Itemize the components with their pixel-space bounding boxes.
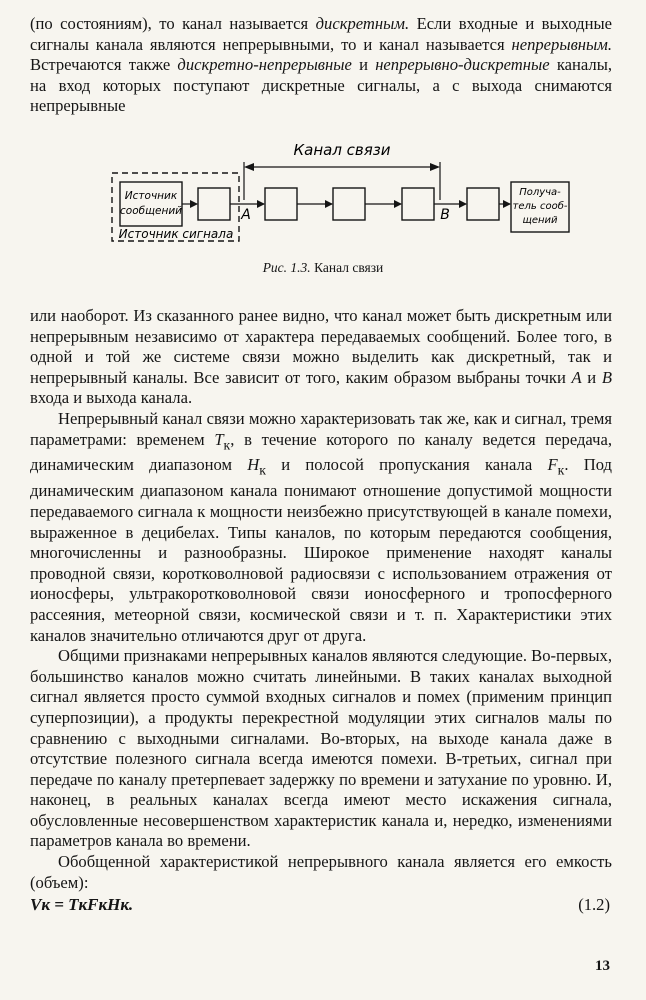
channel-title: Канал связи — [293, 141, 391, 159]
sub-k-f: к — [557, 462, 565, 478]
term-continuous: непрерывным. — [511, 34, 612, 54]
paragraph-3 — [30, 409, 612, 646]
var-f: F — [547, 455, 558, 475]
channel-block-3 — [402, 188, 434, 220]
var-t: T — [214, 429, 224, 449]
sub-k-h: к — [259, 462, 266, 478]
p2-text-b: и — [581, 367, 602, 387]
term-discrete-continuous: дискретно-непрерывные — [177, 55, 352, 75]
source-signal-label: Источник сигнала — [118, 227, 234, 241]
caption-label: Рис. 1.3. — [262, 260, 311, 275]
point-a-label: A — [241, 207, 251, 223]
var-a: A — [571, 367, 582, 387]
channel-block-1 — [265, 188, 297, 220]
paragraph-5: Обобщенной характеристикой непрерывного канала является его емкость (объем): — [30, 852, 612, 892]
message-receiver-box — [511, 182, 569, 232]
p2-text-a: или наоборот. Из сказанного ранее видно, что канал может быть дискретным или непрерывным независимо от характера передаваемых сообщений. Более того, в одной и той же системе связи можно выделить как дискретный, так и непрерывный каналы. Все зависит от того, каким образом выбраны точки — [30, 306, 612, 387]
p1-intro: (по состояниям), то канал называется — [30, 14, 316, 33]
page-number: 13 — [595, 958, 610, 974]
channel-diagram — [0, 125, 646, 275]
p1-mid: Если входные и выходные сигналы канала являются непрерывными, то и канал называется — [30, 14, 612, 54]
p1-mid2: Встречаются также — [30, 55, 178, 75]
receiver-block — [467, 188, 499, 220]
capacity-formula: Vк = TкFкHк. — [30, 895, 134, 915]
source-box — [120, 182, 182, 226]
term-continuous-discrete: непрерывно-дискретные — [375, 55, 550, 75]
receiver-label-1: Получа- — [519, 187, 561, 198]
var-h: H — [247, 455, 260, 475]
figure-caption — [0, 260, 646, 276]
caption-text: Канал связи — [314, 260, 384, 275]
source-label-1: Источник — [124, 190, 178, 202]
var-b: B — [601, 367, 612, 387]
source-label-2: сообщений — [120, 205, 182, 217]
receiver-label-2: тель сооб- — [512, 201, 568, 212]
p3-text-d: . Под динамическим диапазоном канала понимают отношение допустимой мощности передаваемого сигнала к мощности неизбежно присутствующей в канале помехи, выраженное в децибелах. Типы каналов, по которым передаются сообщения, многочисленны и разнообразны. Широкое применение находят каналы проводной связи, коротковолновой радиосвязи с использованием отражения от ионосферы, ультракоротковолновой связи ионосферного и тропосферного рассеяния, метеорной связи, космической связи и т. п. Характеристики этих каналов значительно отличаются друг от друга. — [30, 455, 612, 645]
receiver-label-3: щений — [522, 215, 558, 226]
p3-text-b: , в течение которого по каналу ведется передача, динамическим диапазоном — [30, 429, 612, 475]
sub-k-t: к — [223, 436, 231, 452]
body-text — [30, 306, 612, 919]
channel-span — [244, 141, 440, 200]
top-paragraph — [30, 14, 612, 117]
equation-number: (1.2) — [578, 895, 610, 915]
p1-end: каналы, на вход которых поступают дискретные сигналы, а с выхода снимаются непрерывные — [30, 55, 612, 116]
p1-and: и — [351, 55, 376, 75]
term-discrete: дискретным. — [315, 14, 410, 33]
p2-text-c: входа и выхода канала. — [30, 388, 193, 408]
paragraph-4: Общими признаками непрерывных каналов являются следующие. Во-первых, большинство каналов можно считать линейными. В таких каналах выходной сигнал является просто суммой входных сигналов и помех (применим принцип суперпозиции), а продукты перекрестной модуляции этих сигналов малы по сравнению с выходными сигналами. Во-вторых, на выходе канала даже в отсутствие полезного сигнала всегда имеются помехи. В-третьих, сигнал при передаче по каналу претерпевает задержку по времени и затухание по уровню. И, наконец, в реальных каналах всегда имеют место искажения сигнала, обусловленные несовершенством характеристик канала и, нередко, изменениями параметров канала во времени. — [30, 646, 612, 851]
formula-row — [30, 895, 612, 919]
paragraph-2 — [30, 306, 612, 409]
p3-text-a: Непрерывный канал связи можно характеризовать так же, как и сигнал, тремя параметрами: временем — [30, 408, 612, 449]
transmitter-box — [198, 188, 230, 220]
point-b-label: B — [440, 207, 450, 223]
p3-text-c: и полосой пропускания канала — [265, 455, 548, 475]
channel-block-2 — [333, 188, 365, 220]
